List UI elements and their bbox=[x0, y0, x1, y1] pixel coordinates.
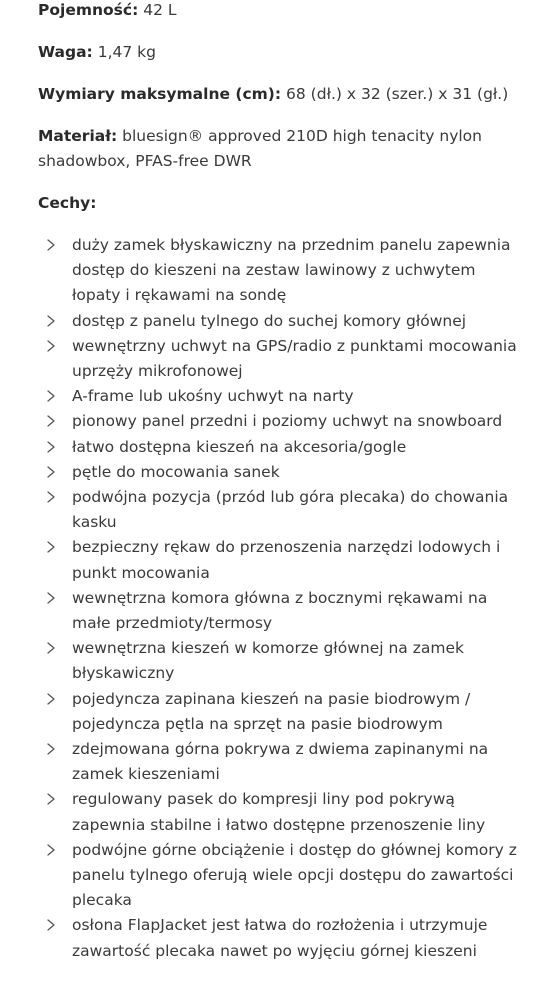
feature-text: pętle do mocowania sanek bbox=[72, 462, 280, 481]
chevron-right-icon bbox=[45, 841, 57, 859]
chevron-right-icon bbox=[45, 790, 57, 808]
feature-item bbox=[38, 409, 518, 434]
spec-label: Pojemność: bbox=[38, 1, 139, 19]
chevron-right-icon bbox=[45, 438, 57, 456]
feature-item bbox=[38, 787, 518, 837]
features-heading: Cechy: bbox=[38, 194, 97, 212]
spec-dimensions bbox=[38, 82, 518, 107]
spec-value: bluesign® approved 210D high tenacity nylon shadowbox, PFAS-free DWR bbox=[38, 127, 482, 170]
feature-item bbox=[38, 687, 518, 737]
feature-text: A-frame lub ukośny uchwyt na narty bbox=[72, 387, 354, 406]
chevron-right-icon bbox=[45, 236, 57, 254]
feature-text: bezpieczny rękaw do przenoszenia narzędzi lodowych i punkt mocowania bbox=[72, 538, 501, 582]
feature-item bbox=[38, 485, 518, 535]
feature-item bbox=[38, 737, 518, 787]
feature-text: łatwo dostępna kieszeń na akcesoria/gogle bbox=[72, 437, 407, 456]
feature-text: zdejmowana górna pokrywa z dwiema zapinanymi na zamek kieszeniami bbox=[72, 740, 489, 784]
chevron-right-icon bbox=[45, 589, 57, 607]
chevron-right-icon bbox=[45, 387, 57, 405]
spec-label: Waga: bbox=[38, 43, 93, 61]
chevron-right-icon bbox=[45, 412, 57, 430]
feature-text: osłona FlapJacket jest łatwa do rozłożenia i utrzymuje zawartość plecaka nawet po wyjęciu górnej kieszeni bbox=[72, 916, 488, 960]
feature-item bbox=[38, 435, 518, 460]
feature-text: pionowy panel przedni i poziomy uchwyt na snowboard bbox=[72, 412, 503, 431]
feature-item bbox=[38, 460, 518, 485]
feature-item bbox=[38, 334, 518, 384]
feature-item bbox=[38, 586, 518, 636]
feature-text: podwójne górne obciążenie i dostęp do głównej komory z panelu tylnego oferują wiele opcji dostępu do zawartości plecaka bbox=[72, 840, 517, 910]
feature-text: wewnętrzna kieszeń w komorze głównej na zamek błyskawiczny bbox=[72, 639, 464, 683]
spec-label: Materiał: bbox=[38, 127, 118, 145]
feature-text: wewnętrzny uchwyt na GPS/radio z punktami mocowania uprzęży mikrofonowej bbox=[72, 336, 517, 381]
feature-text: duży zamek błyskawiczny na przednim panelu zapewnia dostęp do kieszeni na zestaw lawinowy z uchwytem łopaty i rękawami na sondę bbox=[72, 236, 511, 305]
chevron-right-icon bbox=[45, 337, 57, 355]
spec-capacity bbox=[38, 0, 518, 23]
chevron-right-icon bbox=[45, 916, 57, 934]
feature-text: pojedyncza zapinana kieszeń na pasie biodrowym / pojedyncza pętla na sprzęt na pasie biodrowym bbox=[72, 689, 471, 733]
feature-text: podwójna pozycja (przód lub góra plecaka) do chowania kasku bbox=[72, 488, 509, 532]
spec-value: 42 L bbox=[143, 1, 177, 19]
spec-material bbox=[38, 124, 508, 174]
feature-text: regulowany pasek do kompresji liny pod pokrywą zapewnia stabilne i łatwo dostępne przenoszenie liny bbox=[72, 790, 486, 834]
chevron-right-icon bbox=[45, 312, 57, 330]
feature-item bbox=[38, 838, 518, 914]
features-list bbox=[38, 233, 518, 964]
feature-item bbox=[38, 636, 518, 686]
feature-item bbox=[38, 535, 518, 585]
spec-weight bbox=[38, 40, 518, 65]
chevron-right-icon bbox=[45, 463, 57, 481]
spec-label: Wymiary maksymalne (cm): bbox=[38, 85, 282, 103]
chevron-right-icon bbox=[45, 740, 57, 758]
chevron-right-icon bbox=[45, 488, 57, 506]
chevron-right-icon bbox=[45, 690, 57, 708]
chevron-right-icon bbox=[45, 538, 57, 556]
feature-text: wewnętrzna komora główna z bocznymi rękawami na małe przedmioty/termosy bbox=[72, 588, 488, 633]
feature-item bbox=[38, 309, 518, 334]
feature-item bbox=[38, 384, 518, 409]
feature-item bbox=[38, 913, 518, 963]
spec-value: 1,47 kg bbox=[97, 43, 156, 61]
chevron-right-icon bbox=[45, 639, 57, 657]
spec-value: 68 (dł.) x 32 (szer.) x 31 (gł.) bbox=[286, 85, 509, 103]
feature-item bbox=[38, 233, 518, 309]
feature-text: dostęp z panelu tylnego do suchej komory głównej bbox=[72, 311, 467, 330]
